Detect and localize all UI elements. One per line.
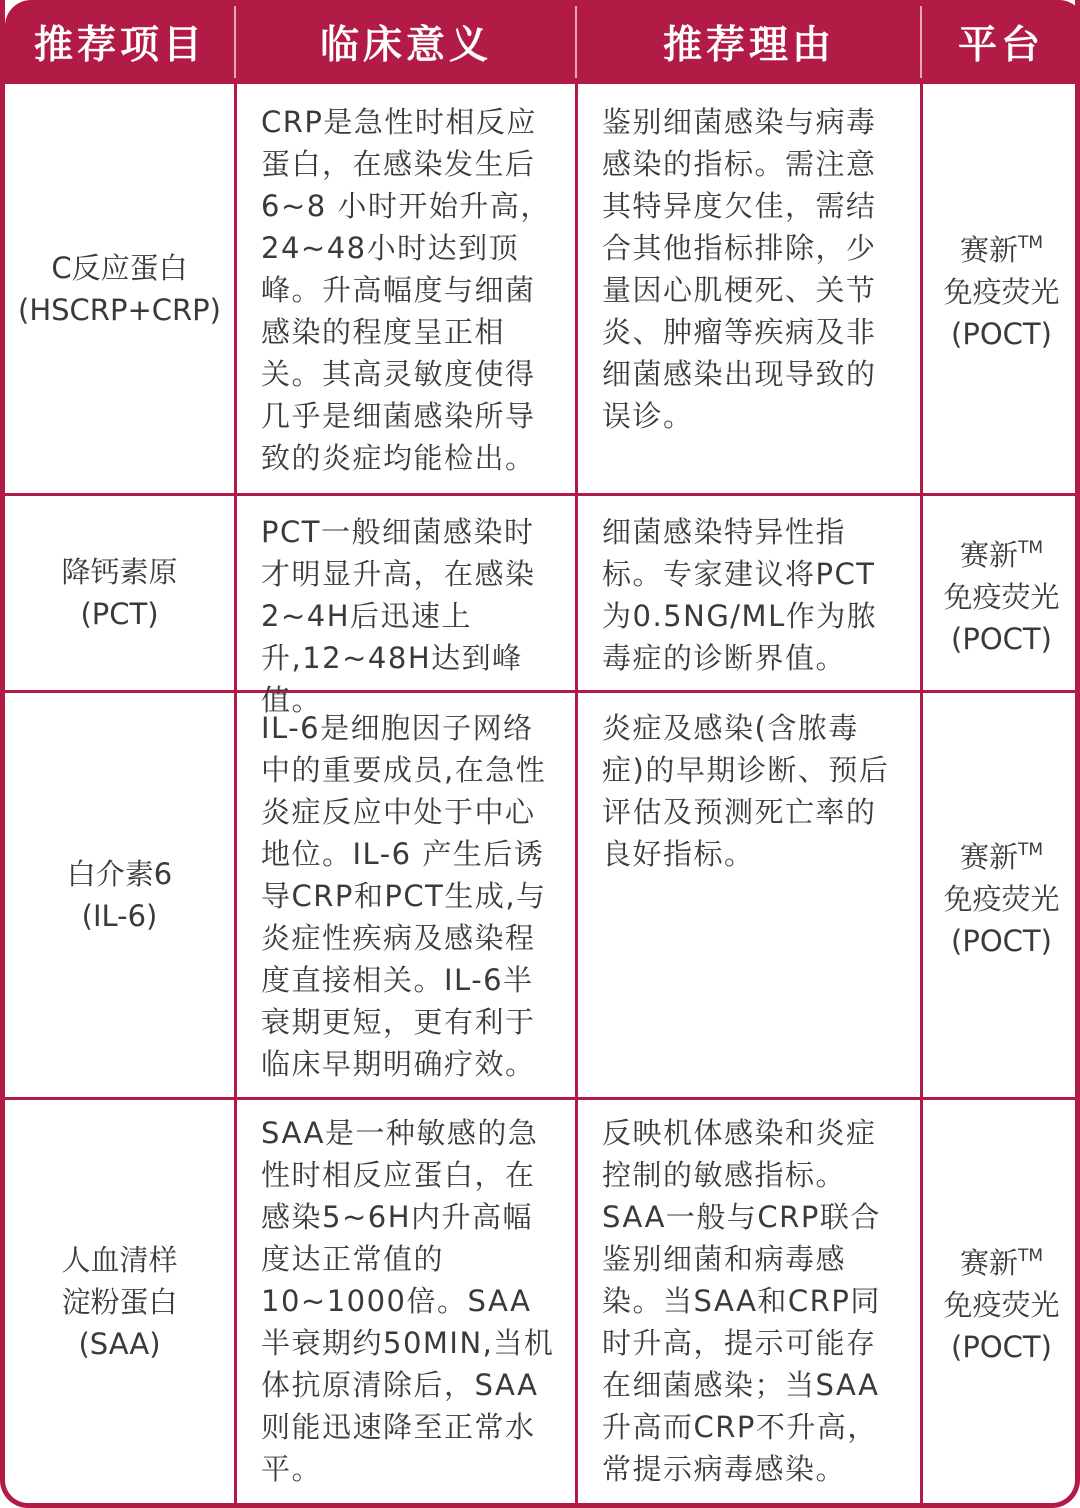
platform-brand: 赛新™	[959, 1246, 1044, 1280]
clinical-significance: SAA是一种敏感的急性时相反应蛋白，在感染5~6H内升高幅度达正常值的10~1000倍。SAA半衰期约50MIN,当机体抗原清除后，SAA则能迅速降至正常水平。	[261, 1116, 555, 1486]
item-name	[5, 1100, 234, 1503]
platform	[923, 84, 1080, 493]
platform-type: (POCT)	[951, 317, 1052, 351]
recommend-reason: 反映机体感染和炎症控制的敏感指标。SAA一般与CRP联合鉴别细菌和病毒感染。当SAA和CRP同时升高，提示可能存在细菌感染；当SAA升高而CRP不升高，常提示病毒感染。	[602, 1116, 881, 1486]
item-name	[5, 84, 234, 493]
table-row	[5, 693, 1080, 1097]
item-name-line: (HSCRP+CRP)	[18, 292, 221, 327]
platform-type: (POCT)	[951, 1330, 1052, 1364]
table-row	[5, 84, 1080, 493]
platform	[923, 496, 1080, 690]
platform	[923, 1100, 1080, 1503]
item-name-line: (SAA)	[78, 1326, 161, 1361]
platform-method: 免疫荧光	[943, 275, 1060, 309]
platform-method: 免疫荧光	[943, 881, 1060, 916]
table-row	[5, 496, 1080, 717]
item-name-line: (IL-6)	[81, 899, 158, 933]
item-name-line: 白介素6	[66, 857, 173, 891]
platform-type: (POCT)	[951, 923, 1052, 958]
item-name-line: 淀粉蛋白	[61, 1284, 178, 1319]
platform-method: 免疫荧光	[943, 579, 1060, 614]
platform	[923, 693, 1080, 1097]
header-platform: 平台	[957, 23, 1044, 68]
header-significance: 临床意义	[319, 23, 492, 68]
item-name	[5, 496, 234, 690]
platform-brand: 赛新™	[959, 233, 1044, 267]
header-item: 推荐项目	[33, 23, 206, 68]
table-row	[5, 1100, 1080, 1503]
platform-brand: 赛新™	[959, 839, 1044, 874]
recommend-reason: 炎症及感染(含脓毒症)的早期诊断、预后评估及预测死亡率的良好指标。	[602, 711, 890, 871]
clinical-significance: CRP是急性时相反应蛋白，在感染发生后 6~8 小时开始升高，24~48小时达到顶峰。升高幅度与细菌感染的程度呈正相关。其高灵敏度使得几乎是细菌感染所导致的炎症均能检出。	[261, 105, 551, 475]
recommend-reason: 鉴别细菌感染与病毒感染的指标。需注意其特异度欠佳，需结合其他指标排除，少量因心肌梗死、关节炎、肿瘤等疾病及非细菌感染出现导致的误诊。	[602, 105, 877, 433]
item-name-line: 降钙素原	[61, 555, 178, 589]
header-reason: 推荐理由	[662, 23, 835, 68]
clinical-significance: PCT一般细菌感染时才明显升高，在感染2~4H后迅速上升,12~48H达到峰值。	[261, 515, 536, 717]
item-name-line: (PCT)	[80, 597, 159, 631]
platform-method: 免疫荧光	[943, 1288, 1060, 1322]
item-name-line: 人血清样	[61, 1242, 178, 1277]
item-name	[5, 693, 234, 1097]
platform-brand: 赛新™	[959, 537, 1044, 572]
recommend-reason: 细菌感染特异性指标。专家建议将PCT为0.5NG/ML作为脓毒症的诊断界值。	[602, 515, 878, 675]
clinical-significance: IL-6是细胞因子网络中的重要成员,在急性炎症反应中处于中心地位。IL-6 产生后诱导CRP和PCT生成,与炎症性疾病及感染程度直接相关。IL-6半衰期更短，更有利于临床早期明确疗效。	[261, 711, 547, 1081]
table-header	[5, 0, 1080, 84]
item-name-line: C反应蛋白	[51, 250, 188, 285]
platform-type: (POCT)	[951, 621, 1052, 656]
